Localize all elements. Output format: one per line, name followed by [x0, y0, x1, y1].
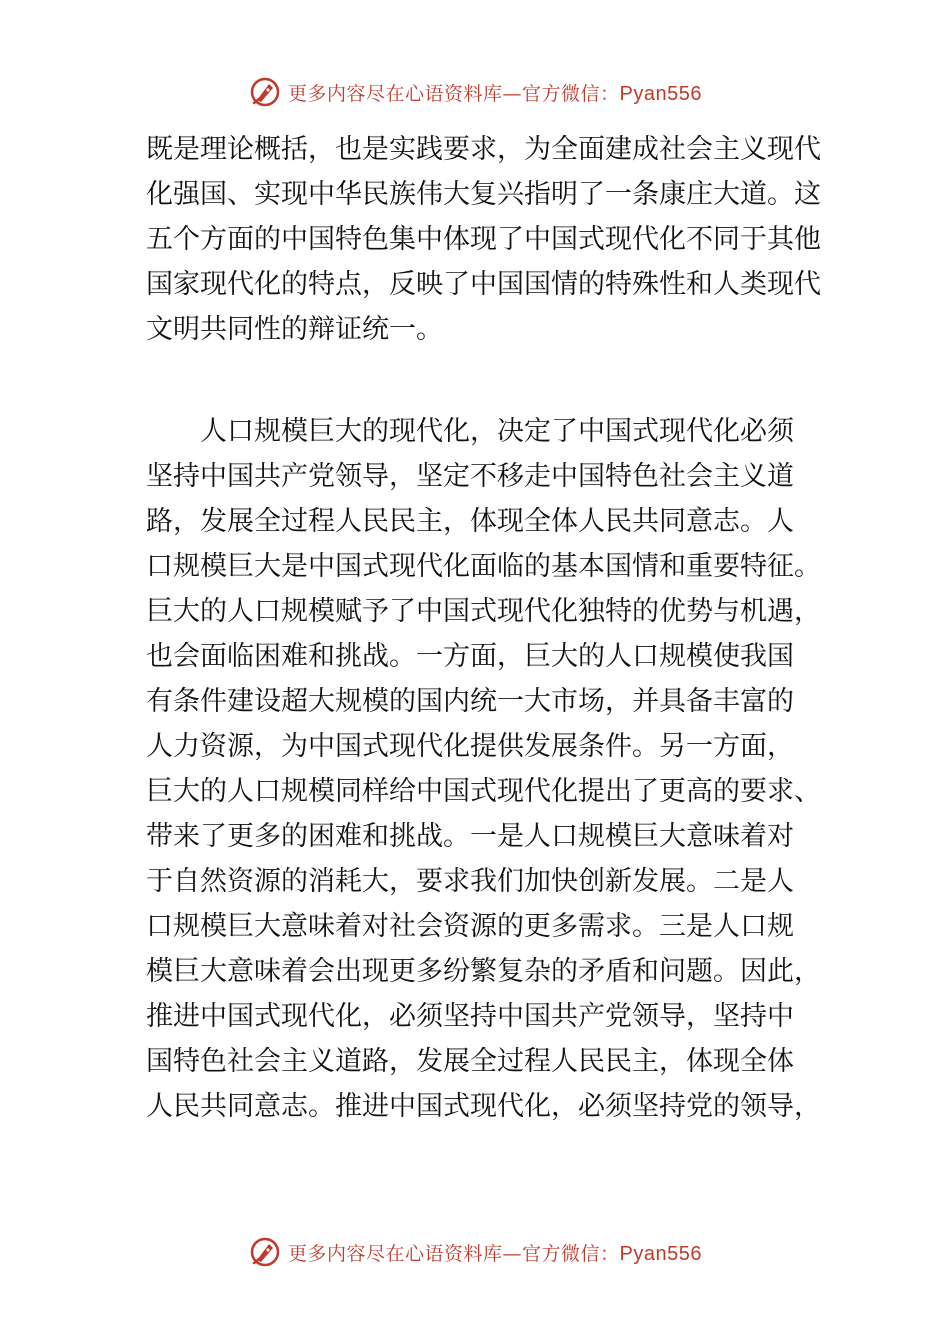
text-line: 五个方面的中国特色集中体现了中国式现代化不同于其他 — [146, 224, 821, 255]
text-line: 于自然资源的消耗大，要求我们加快创新发展。二是人 — [146, 866, 794, 897]
paragraph-1 — [146, 127, 826, 352]
header-banner — [0, 72, 950, 112]
text-line: 既是理论概括，也是实践要求，为全面建成社会主义现代 — [146, 134, 821, 165]
text-line: 化强国、实现中华民族伟大复兴指明了一条康庄大道。这 — [146, 179, 821, 210]
text-line: 人口规模巨大的现代化，决定了中国式现代化必须 — [200, 416, 794, 447]
document-body — [146, 127, 826, 1129]
header-wechat-handle: Pyan556 — [619, 82, 702, 105]
footer-wechat-handle: Pyan556 — [619, 1242, 702, 1265]
text-line: 口规模巨大意味着对社会资源的更多需求。三是人口规 — [146, 911, 794, 942]
footer-site-name: 更多内容尽在心语资料库 — [288, 1242, 503, 1265]
text-line: 带来了更多的困难和挑战。一是人口规模巨大意味着对 — [146, 821, 794, 852]
text-line: 路，发展全过程人民民主，体现全体人民共同意志。人 — [146, 506, 794, 537]
header-wechat-label: 官方微信： — [522, 82, 620, 105]
header-site-name: 更多内容尽在心语资料库 — [288, 82, 503, 105]
text-line: 也会面临困难和挑战。一方面，巨大的人口规模使我国 — [146, 641, 794, 672]
text-line: 巨大的人口规模同样给中国式现代化提出了更高的要求、 — [146, 776, 821, 807]
header-separator: — — [502, 82, 523, 105]
footer-banner — [0, 1232, 950, 1272]
text-line: 有条件建设超大规模的国内统一大市场，并具备丰富的 — [146, 686, 794, 717]
footer-separator: — — [502, 1242, 523, 1265]
text-line: 口规模巨大是中国式现代化面临的基本国情和重要特征。 — [146, 551, 821, 582]
paragraph-gap — [146, 352, 826, 409]
text-line: 模巨大意味着会出现更多纷繁复杂的矛盾和问题。因此， — [146, 956, 821, 987]
text-line: 国家现代化的特点，反映了中国国情的特殊性和人类现代 — [146, 269, 821, 300]
text-line: 国特色社会主义道路，发展全过程人民民主，体现全体 — [146, 1046, 794, 1077]
pen-nib-logo-icon — [248, 75, 282, 109]
pen-nib-logo-icon — [248, 1235, 282, 1269]
footer-text — [288, 1239, 702, 1266]
text-line: 巨大的人口规模赋予了中国式现代化独特的优势与机遇， — [146, 596, 821, 627]
text-line: 文明共同性的辩证统一。 — [146, 314, 443, 345]
text-line: 推进中国式现代化，必须坚持中国共产党领导，坚持中 — [146, 1001, 794, 1032]
paragraph-2 — [146, 409, 826, 1129]
text-line: 人民共同意志。推进中国式现代化，必须坚持党的领导， — [146, 1091, 821, 1122]
header-text — [288, 79, 702, 106]
footer-wechat-label: 官方微信： — [522, 1242, 620, 1265]
text-line: 人力资源，为中国式现代化提供发展条件。另一方面， — [146, 731, 794, 762]
text-line: 坚持中国共产党领导，坚定不移走中国特色社会主义道 — [146, 461, 794, 492]
